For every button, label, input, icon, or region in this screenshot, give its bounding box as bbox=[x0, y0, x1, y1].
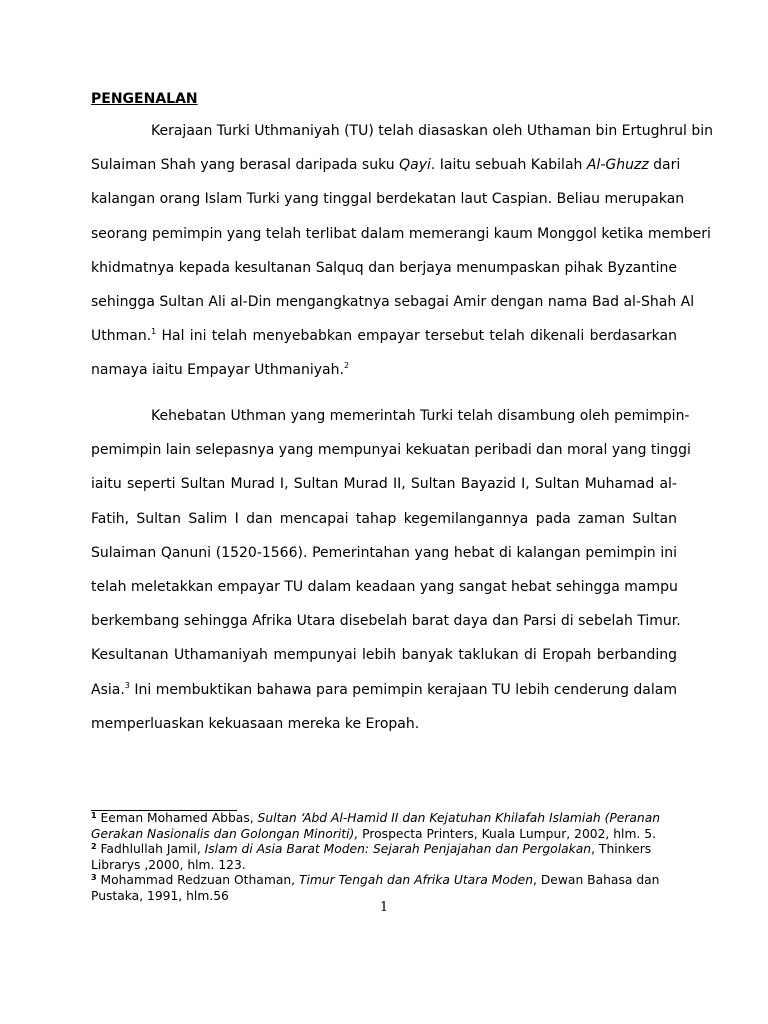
text-line: Fatih, Sultan Salim I dan mencapai tahap kegemilangannya pada zaman Sultan bbox=[91, 510, 677, 527]
text-line: Kehebatan Uthman yang memerintah Turki telah disambung oleh pemimpin- bbox=[151, 408, 690, 424]
text-line: Asia.$^3$ Ini membuktikan bahawa para pemimpin kerajaan TU lebih cenderung dalam bbox=[91, 680, 677, 698]
footnote-2: $^2$ Fadhlullah Jamil, Islam di Asia Barat Moden: Sejarah Penjajahan dan Pergolakan, Thinkers Librarys ,2000, hlm. 123. bbox=[91, 842, 652, 872]
paragraph-2 bbox=[91, 399, 691, 741]
text-line: Kesultanan Uthamaniyah mempunyai lebih banyak taklukan di Eropah berbanding bbox=[91, 647, 677, 664]
footnotes bbox=[91, 811, 677, 904]
footnote-1: $^1$ Eeman Mohamed Abbas, Sultan ‘Abd Al-Hamid II dan Kejatuhan Khilafah Islamiah (Peranan Gerakan Nasionalis dan Golongan Minoriti), Prospecta Printers, Kuala Lumpur, 2002, hlm. 5. bbox=[91, 811, 661, 841]
paragraph-1 bbox=[91, 114, 713, 388]
footnote-ref-1[interactable]: 1 bbox=[151, 327, 157, 337]
text-line: iaitu seperti Sultan Murad I, Sultan Murad II, Sultan Bayazid I, Sultan Muhamad al- bbox=[91, 476, 677, 493]
footnote-3: $^3$ Mohammad Redzuan Othaman, Timur Tengah dan Afrika Utara Moden, Dewan Bahasa dan Pustaka, 1991, hlm.56 bbox=[91, 873, 660, 903]
footnote-ref-2[interactable]: 2 bbox=[343, 361, 350, 371]
section-heading: PENGENALAN bbox=[91, 91, 198, 107]
footnote-ref-3[interactable]: 3 bbox=[124, 680, 130, 690]
text-line: berkembang sehingga Afrika Utara disebelah barat daya dan Parsi di sebelah Timur. bbox=[91, 613, 681, 630]
text-line: Kerajaan Turki Uthmaniyah (TU) telah diasaskan oleh Uthaman bin Ertughrul bin bbox=[151, 123, 713, 139]
page-number: 1 bbox=[379, 900, 389, 915]
text-line: pemimpin lain selepasnya yang mempunyai kekuatan peribadi dan moral yang tinggi bbox=[91, 442, 691, 459]
text-line: sehingga Sultan Ali al-Din mengangkatnya sebagai Amir dengan nama Bad al-Shah Al bbox=[91, 294, 695, 311]
text-line: kalangan orang Islam Turki yang tinggal berdekatan laut Caspian. Beliau merupakan bbox=[91, 191, 685, 208]
text-line: Sulaiman Shah yang berasal daripada suku Qayi. Iaitu sebuah Kabilah Al-Ghuzz dari bbox=[91, 157, 681, 174]
text-line: khidmatnya kepada kesultanan Salquq dan berjaya menumpaskan pihak Byzantine bbox=[91, 259, 677, 276]
text-line: Sulaiman Qanuni (1520-1566). Pemerintahan yang hebat di kalangan pemimpin ini bbox=[91, 544, 677, 561]
text-line: memperluaskan kekuasaan mereka ke Eropah. bbox=[91, 715, 420, 732]
text-line: Uthman.$^1$ Hal ini telah menyebabkan empayar tersebut telah dikenali berdasarkan bbox=[91, 327, 677, 345]
text-line: telah meletakkan empayar TU dalam keadaan yang sangat hebat sehingga mampu bbox=[91, 579, 678, 596]
text-line: seorang pemimpin yang telah terlibat dalam memerangi kaum Monggol ketika memberi bbox=[91, 225, 711, 242]
text-line: namaya iaitu Empayar Uthmaniyah.$^2$ bbox=[91, 361, 350, 379]
